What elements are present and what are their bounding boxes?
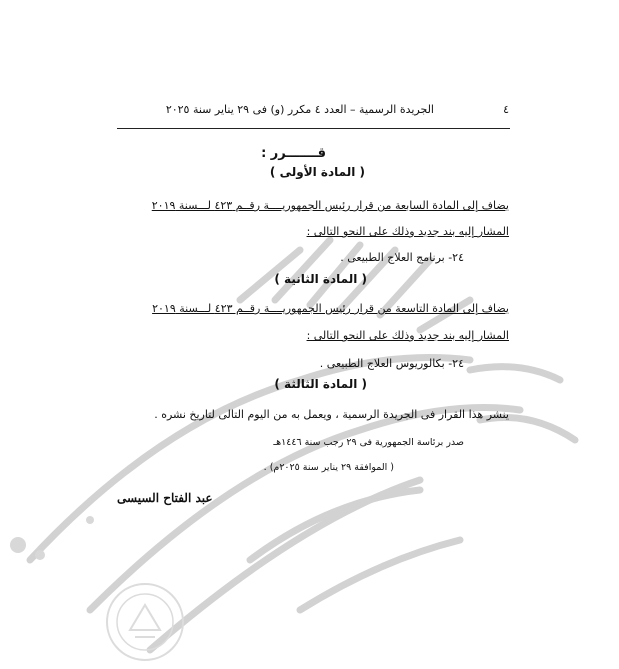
article-3-title: ( المادة الثالثة )	[274, 377, 367, 391]
article-2-line-2: المشار إليه بند جديد وذلك على النحو التالى :	[306, 329, 509, 342]
issued-statement: صدر برئاسة الجمهورية فى ٢٩ رجب سنة ١٤٤٦هـ	[273, 437, 464, 448]
article-2-title: ( المادة الثانية )	[274, 272, 367, 286]
signature-name: عبد الفتاح السيسى	[117, 491, 213, 505]
article-1-title: ( المادة الأولى )	[269, 165, 365, 179]
article-2-item: ٢٤- بكالوريوس العلاج الطبيعى .	[319, 357, 464, 370]
gazette-header-title: الجريدة الرسمية – العدد ٤ مكرر (و) فى ٢٩ يناير سنة ٢٠٢٥	[165, 103, 434, 116]
article-1-line-1: يضاف إلى المادة السابعة من قرار رئيس الجمهوريــــة رقــم ٤٢٣ لـــسنة ٢٠١٩	[151, 199, 509, 212]
article-3-line-1: ينشر هذا القرار فى الجريدة الرسمية ، ويعمل به من اليوم التالى لتاريخ نشره .	[154, 408, 509, 421]
article-1-line-2: المشار إليه بند جديد وذلك على النحو التالى :	[306, 225, 509, 238]
article-2-line-1: يضاف إلى المادة التاسعة من قرار رئيس الجمهوريــــة رقــم ٤٢٣ لـــسنة ٢٠١٩	[152, 302, 509, 315]
corresponding-date: ( الموافقة ٢٩ يناير سنة ٢٠٢٥م) .	[263, 462, 394, 473]
page-number: ٤	[503, 103, 509, 116]
decision-label: قـــــــرر :	[261, 146, 326, 161]
header-divider	[117, 128, 510, 129]
article-1-item: ٢٤- برنامج العلاج الطبيعى .	[340, 251, 464, 264]
